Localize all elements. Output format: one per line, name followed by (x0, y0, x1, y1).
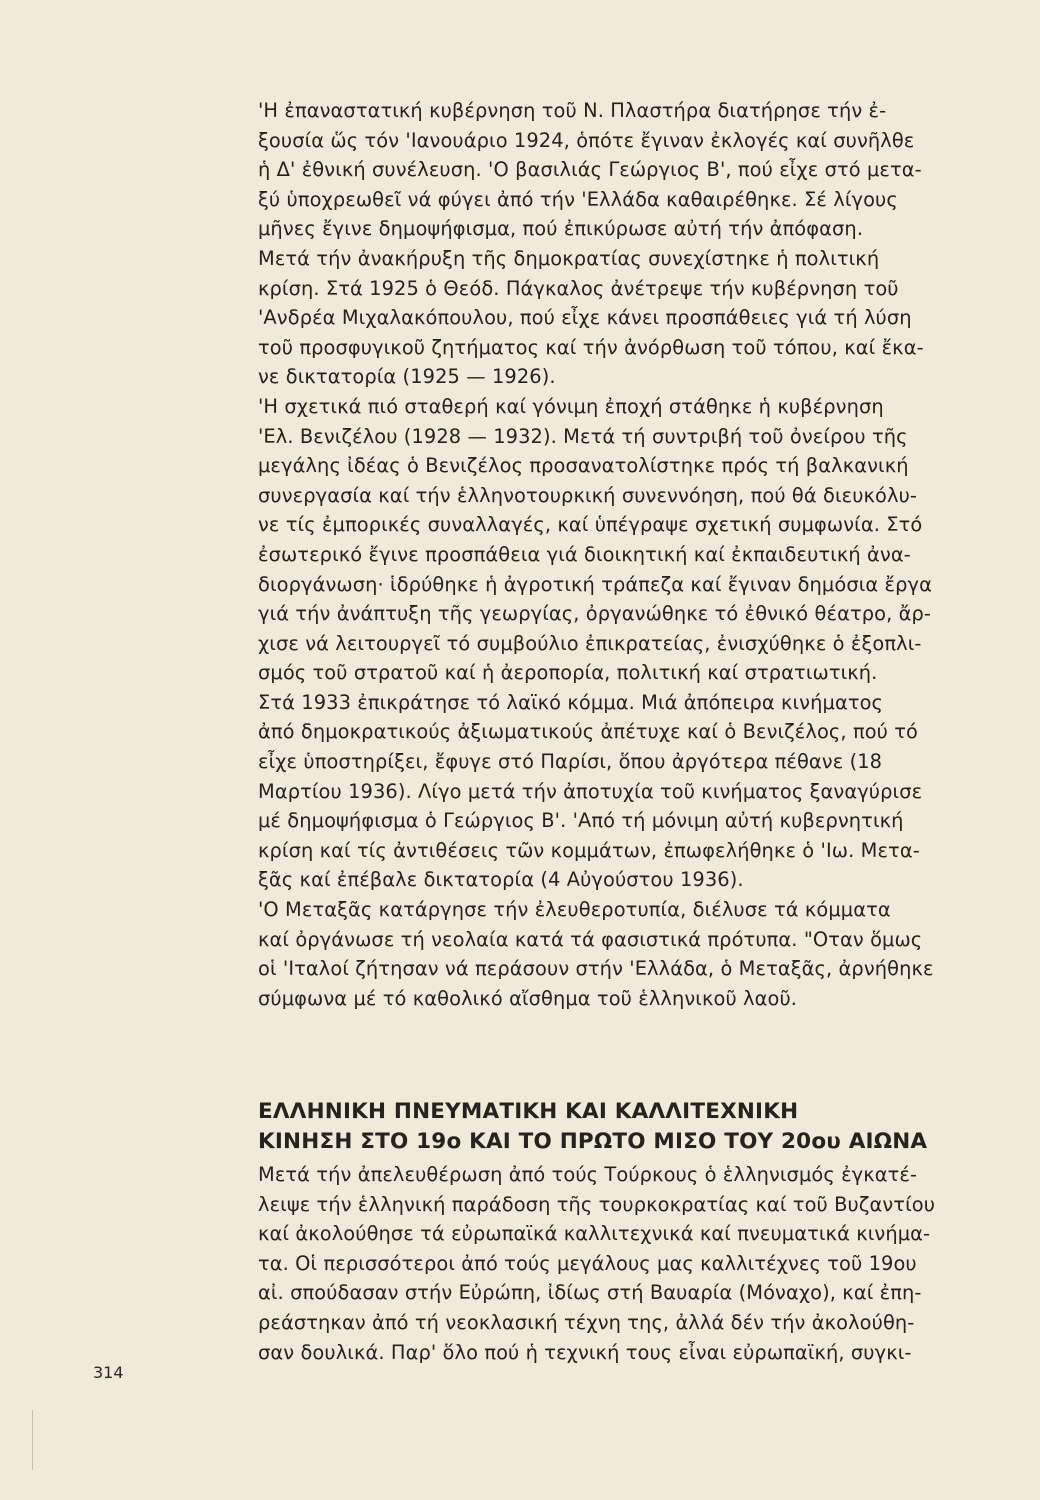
text-line: καί ἀκολούθησε τά εὐρωπαϊκά καλλιτεχνικά καί πνευματικά κινήμα- (258, 1222, 931, 1246)
text-line: ἐσωτερικό ἔγινε προσπάθεια γιά διοικητική καί ἐκπαιδευτική ἀνα- (258, 542, 911, 566)
text-line: χισε νά λειτουργεῖ τό συμβούλιο ἐπικρατείας, ἐνισχύθηκε ὁ ἐξοπλι- (258, 631, 922, 655)
text-line: Μετά τήν ἀπελευθέρωση ἀπό τούς Τούρκους ὁ ἑλληνισμός ἐγκατέ- (258, 1163, 918, 1186)
text-line: σύμφωνα μέ τό καθολικό αἴσθημα τοῦ ἑλληνικοῦ λαοῦ. (258, 986, 798, 1010)
text-line: κρίση καί τίς ἀντιθέσεις τῶν κομμάτων, ἐπωφελήθηκε ὁ 'Ιω. Μετα- (258, 838, 920, 862)
text-line: διοργάνωση· ἱδρύθηκε ἡ ἀγροτική τράπεζα καί ἔγιναν δημόσια ἔργα (258, 572, 932, 596)
section-heading-line: ΚΙΝΗΣΗ ΣΤΟ 19ο ΚΑΙ ΤΟ ΠΡΩΤΟ ΜΙΣΟ ΤΟΥ 20ου ΑΙΩΝΑ (258, 1129, 928, 1154)
text-line: 'Η σχετικά πιό σταθερή καί γόνιμη ἐποχή στάθηκε ἡ κυβέρνηση (258, 394, 884, 418)
text-line: ἡ Δ' ἐθνική συνέλευση. 'Ο βασιλιάς Γεώργιος Β', πού εἶχε στό μετα- (258, 158, 922, 182)
text-line: 'Η ἐπαναστατική κυβέρνηση τοῦ Ν. Πλαστήρα διατήρησε τήν ἐ- (258, 99, 887, 122)
text-line: Στά 1933 ἐπικράτησε τό λαϊκό κόμμα. Μιά ἀπόπειρα κινήματος (258, 690, 884, 714)
text-line: 'Ο Μεταξᾶς κατάργησε τήν ἐλευθεροτυπία, διέλυσε τά κόμματα (258, 898, 891, 922)
text-line: σμός τοῦ στρατοῦ καί ἡ ἀεροπορία, πολιτική καί στρατιωτική. (258, 661, 878, 685)
section-heading (258, 1097, 958, 1157)
text-line: μῆνες ἔγινε δημοψήφισμα, πού ἐπικύρωσε αὐτή τήν ἀπόφαση. (258, 217, 864, 241)
text-line: τα. Οἱ περισσότεροι ἀπό τούς μεγάλους μας καλλιτέχνες τοῦ 19ου (258, 1251, 917, 1275)
text-line: ξύ ὑποχρεωθεῖ νά φύγει ἀπό τήν 'Ελλάδα καθαιρέθηκε. Σέ λίγους (258, 187, 898, 211)
text-line: νε τίς ἐμπορικές συναλλαγές, καί ὑπέγραψε σχετική συμφωνία. Στό (258, 513, 923, 537)
text-line: κρίση. Στά 1925 ὁ Θεόδ. Πάγκαλος ἀνέτρεψε τήν κυβέρνηση τοῦ (258, 276, 899, 300)
page-edge-mark (32, 1410, 33, 1470)
body-text (258, 96, 946, 1013)
text-line: μέ δημοψήφισμα ὁ Γεώργιος Β'. 'Από τή μόνιμη αὐτή κυβερνητική (258, 809, 904, 833)
page-number: 314 (93, 1363, 124, 1382)
section-text (258, 1160, 946, 1367)
text-line: συνεργασία καί τήν ἑλληνοτουρκική συνεννόηση, πού θά διευκόλυ- (258, 483, 918, 507)
text-line: εἶχε ὑποστηρίξει, ἔφυγε στό Παρίσι, ὅπου ἀργότερα πέθανε (18 (258, 750, 883, 774)
text-line: Μαρτίου 1936). Λίγο μετά τήν ἀποτυχία τοῦ κινήματος ξαναγύρισε (258, 779, 923, 803)
text-line: σαν δουλικά. Παρ' ὅλο πού ἡ τεχνική τους εἶναι εὐρωπαϊκή, συγκι- (258, 1340, 912, 1364)
text-line: οἱ 'Ιταλοί ζήτησαν νά περάσουν στήν 'Ελλάδα, ὁ Μεταξᾶς, ἀρνήθηκε (258, 957, 934, 981)
text-line: ξουσία ὥς τόν 'Ιανουάριο 1924, ὁπότε ἔγιναν ἐκλογές καί συνῆλθε (258, 128, 915, 152)
text-line: ξᾶς καί ἐπέβαλε δικτατορία (4 Αὐγούστου 1936). (258, 868, 744, 892)
text-line: 'Ανδρέα Μιχαλακόπουλου, πού εἶχε κάνει προσπάθειες γιά τή λύση (258, 306, 912, 330)
text-line: γιά τήν ἀνάπτυξη τῆς γεωργίας, ὀργανώθηκε τό ἐθνικό θέατρο, ἄρ- (258, 602, 932, 626)
text-line: τοῦ προσφυγικοῦ ζητήματος καί τήν ἀνόρθωση τοῦ τόπου, καί ἔκα- (258, 335, 924, 359)
text-line: ρεάστηκαν ἀπό τή νεοκλασική τέχνη της, ἀλλά δέν τήν ἀκολούθη- (258, 1310, 915, 1334)
text-line: μεγάλης ἰδέας ὁ Βενιζέλος προσανατολίστηκε πρός τή βαλκανική (258, 454, 909, 478)
section-heading-line: ΕΛΛΗΝΙΚΗ ΠΝΕΥΜΑΤΙΚΗ ΚΑΙ ΚΑΛΛΙΤΕΧΝΙΚΗ (258, 1099, 799, 1124)
text-line: λειψε τήν ἑλληνική παράδοση τῆς τουρκοκρατίας καί τοῦ Βυζαντίου (258, 1192, 936, 1216)
text-line: καί ὀργάνωσε τή νεολαία κατά τά φασιστικά πρότυπα. "Οταν ὅμως (258, 927, 923, 951)
text-line: ἀπό δημοκρατικούς ἀξιωματικούς ἀπέτυχε καί ὁ Βενιζέλος, πού τό (258, 720, 918, 744)
text-line: Μετά τήν ἀνακήρυξη τῆς δημοκρατίας συνεχίστηκε ἡ πολιτική (258, 246, 880, 270)
text-line: 'Ελ. Βενιζέλου (1928 — 1932). Μετά τή συντριβή τοῦ ὀνείρου τῆς (258, 424, 908, 448)
text-line: αἰ. σπούδασαν στήν Εὐρώπη, ἰδίως στή Βαυαρία (Μόναχο), καί ἐπη- (258, 1281, 922, 1305)
text-line: νε δικτατορία (1925 — 1926). (258, 365, 556, 389)
